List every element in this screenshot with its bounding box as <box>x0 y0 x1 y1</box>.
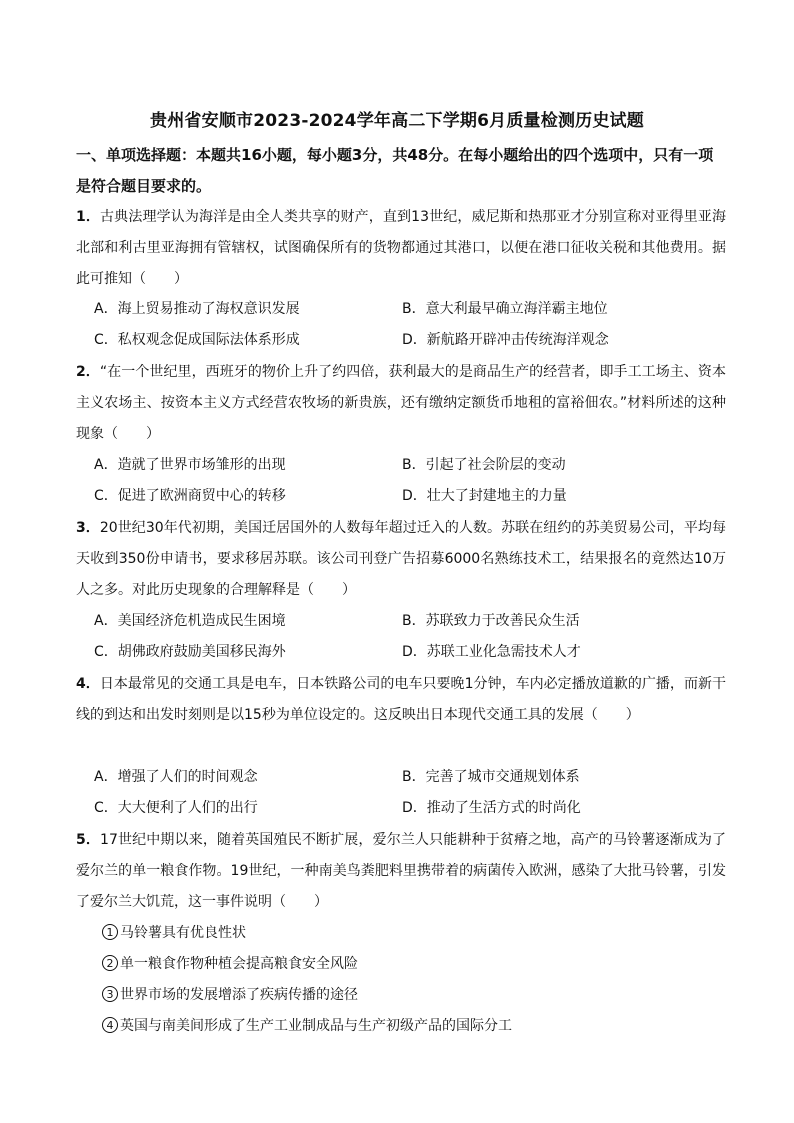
circled-number-icon: 4 <box>102 1017 118 1033</box>
question-2-option-d[interactable]: D．壮大了封建地主的力量 <box>402 488 567 504</box>
question-1 <box>76 202 726 295</box>
statement-text: 单一粮食作物种植会提高粮食安全风险 <box>120 956 358 972</box>
question-3-option-d[interactable]: D．苏联工业化急需技术人才 <box>402 644 581 660</box>
question-1-option-a[interactable]: A．海上贸易推动了海权意识发展 <box>94 301 300 317</box>
question-4-option-c[interactable]: C．大大便利了人们的出行 <box>94 800 258 816</box>
question-5-statement-2 <box>102 954 358 974</box>
question-2-option-c[interactable]: C．促进了欧洲商贸中心的转移 <box>94 488 286 504</box>
question-1-option-d[interactable]: D．新航路开辟冲击传统海洋观念 <box>402 332 609 348</box>
question-number: 2． <box>76 364 100 380</box>
circled-number-icon: 2 <box>102 955 118 971</box>
section-heading: 一、单项选择题：本题共16小题，每小题3分，共48分。在每小题给出的四个选项中，只有一项是符合题目要求的。 <box>76 146 714 195</box>
question-2-option-b[interactable]: B．引起了社会阶层的变动 <box>402 457 566 473</box>
question-stem: 日本最常见的交通工具是电车，日本铁路公司的电车只要晚1分钟，车内必定播放道歉的广播，而新干线的到达和出发时刻则是以15秒为单位设定的。这反映出日本现代交通工具的发展（ ） <box>76 676 727 723</box>
question-2-option-a[interactable]: A．造就了世界市场雏形的出现 <box>94 457 286 473</box>
question-3-option-a[interactable]: A．美国经济危机造成民生困境 <box>94 613 286 629</box>
statement-text: 马铃薯具有优良性状 <box>120 925 246 941</box>
circled-number-icon: 3 <box>102 986 118 1002</box>
question-4-option-d[interactable]: D．推动了生活方式的时尚化 <box>402 800 581 816</box>
question-number: 3． <box>76 520 100 536</box>
statement-text: 世界市场的发展增添了疾病传播的途径 <box>120 987 358 1003</box>
question-stem: “在一个世纪里，西班牙的物价上升了约四倍，获利最大的是商品生产的经营者，即手工工场主、资本主义农场主、按资本主义方式经营农牧场的新贵族，还有缴纳定额货币地租的富裕佃农。”材料所述的这种现象（ ） <box>76 364 726 442</box>
question-5 <box>76 825 726 918</box>
question-3-option-c[interactable]: C．胡佛政府鼓励美国移民海外 <box>94 644 286 660</box>
question-number: 5． <box>76 832 101 848</box>
document-title: 贵州省安顺市2023-2024学年高二下学期6月质量检测历史试题 <box>150 111 644 131</box>
question-5-statement-4 <box>102 1016 512 1036</box>
question-5-statement-1 <box>102 923 246 943</box>
question-stem: 古典法理学认为海洋是由全人类共享的财产，直到13世纪，威尼斯和热那亚才分别宣称对亚得里亚海北部和利古里亚海拥有管辖权，试图确保所有的货物都通过其港口，以便在港口征收关税和其他费用。据此可推知（ ） <box>76 209 726 287</box>
question-3-option-b[interactable]: B．苏联致力于改善民众生活 <box>402 613 580 629</box>
question-3 <box>76 513 726 606</box>
question-stem: 17世纪中期以来，随着英国殖民不断扩展，爱尔兰人只能耕种于贫瘠之地，高产的马铃薯逐渐成为了爱尔兰的单一粮食作物。19世纪，一种南美鸟粪肥料里携带着的病菌传入欧洲，感染了大批马铃薯，引发了爱尔兰大饥荒，这一事件说明（ ） <box>76 832 726 910</box>
question-stem: 20世纪30年代初期，美国迁居国外的人数每年超过迁入的人数。苏联在纽约的苏美贸易公司，平均每天收到350份申请书，要求移居苏联。该公司刊登广告招募6000名熟练技术工，结果报名的竟然达10万人之多。对此历史现象的合理解释是（ ） <box>76 520 726 598</box>
question-4-option-b[interactable]: B．完善了城市交通规划体系 <box>402 769 580 785</box>
question-4-option-a[interactable]: A．增强了人们的时间观念 <box>94 769 258 785</box>
question-2 <box>76 357 726 450</box>
circled-number-icon: 1 <box>102 924 118 940</box>
question-4 <box>76 669 726 731</box>
statement-text: 英国与南美间形成了生产工业制成品与生产初级产品的国际分工 <box>120 1018 512 1034</box>
question-1-option-c[interactable]: C．私权观念促成国际法体系形成 <box>94 332 300 348</box>
question-1-option-b[interactable]: B．意大利最早确立海洋霸主地位 <box>402 301 608 317</box>
question-5-statement-3 <box>102 985 358 1005</box>
question-number: 1． <box>76 209 101 225</box>
question-number: 4． <box>76 676 100 692</box>
